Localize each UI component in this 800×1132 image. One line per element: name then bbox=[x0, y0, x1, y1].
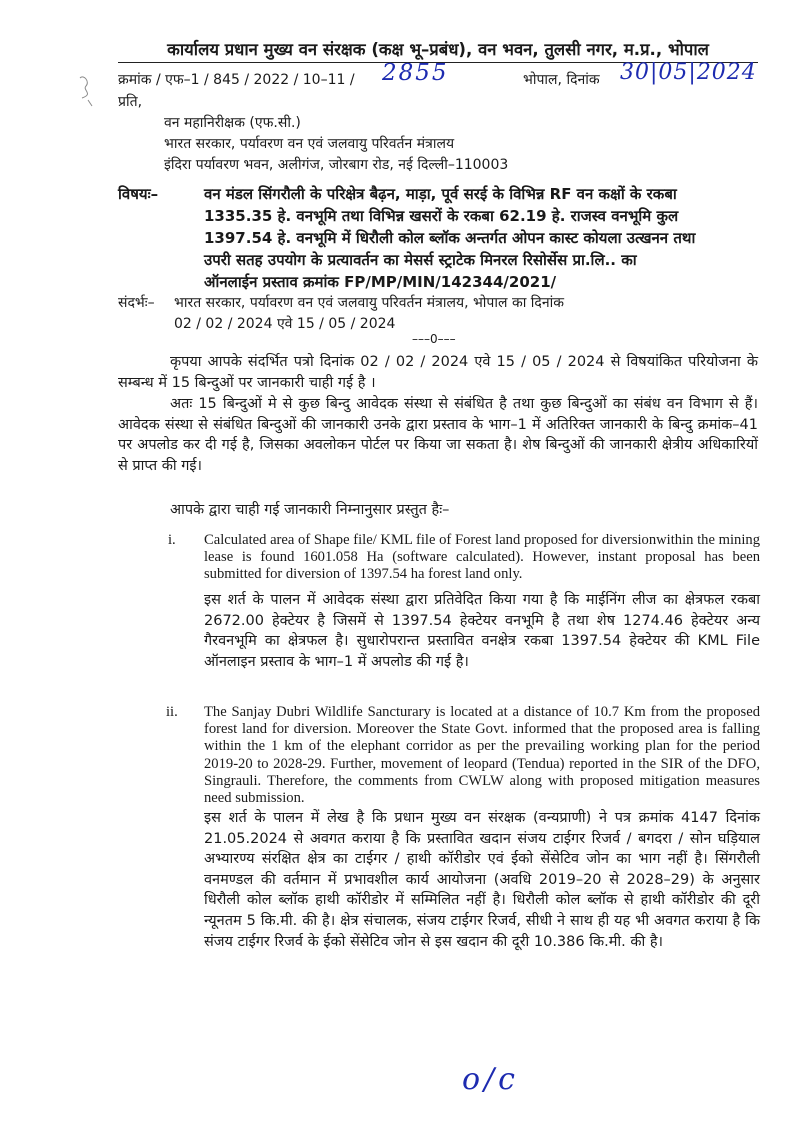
point-hindi-response: इस शर्त के पालन में आवेदक संस्था द्वारा प्रतिवेदित किया गया है कि माईनिंग लीज का क्षेत्रफल रकबा 2672.00 हेक्टेयर है जिसमें से 1397.54 हेक्टेयर वनभूमि है तथा शेष 1274.46 हेक्टेयर अन्य गैरवनभूमि का क्षेत्रफल है। सुधारोपरान्त प्रस्तावित वनक्षेत्र रकबा 1397.54 हेक्टेयर की KML File ऑनलाइन प्रस्ताव के भाग–1 में अपलोड की गई है। bbox=[204, 592, 760, 670]
office-header: कार्यालय प्रधान मुख्य वन संरक्षक (कक्ष भू–प्रबंध), वन भवन, तुलसी नगर, म.प्र., भोपाल bbox=[167, 40, 709, 59]
date-handwritten: 30|05|2024 bbox=[620, 60, 757, 85]
point-hindi-response: इस शर्त के पालन में लेख है कि प्रधान मुख्य वन संरक्षक (वन्यप्राणी) ने पत्र क्रमांक 4147 दिनांक 21.05.2024 से अवगत कराया है कि प्रस्तावित खदान संजय टाईगर रिजर्व / बगदरा / सोन घड़ियाल अभ्यारण्य संरक्षित क्षेत्र का टाईगर / हाथी कॉरीडोर एवं ईको सेंसेटिव जोन का भाग नहीं है। सिंगरौली वनमण्डल की वर्तमान में प्रभावशील कार्य आयोजना (अवधि 2019–20 से 2028–29) के अनुसार धिरौली कोल ब्लॉक हाथी कॉरीडोर में सम्मिलित नहीं है। धिरौली कोल ब्लॉक से हाथी कॉरीडोर की दूरी न्यूनतम 5 कि.मी. की है। क्षेत्र संचालक, संजय टाईगर रिजर्व, सीधी ने साथ ही यह भी अवगत कराया है कि संजय टाईगर रिजर्व के ईको सेंसेटिव जोन से इस खदान की दूरी 10.386 कि.मी. की है। bbox=[204, 810, 760, 950]
body-paragraph-2: अतः 15 बिन्दुओं मे से कुछ बिन्दु आवेदक संस्था से संबंधित है तथा कुछ बिन्दुओं का संबंध वन विभाग से हैं। आवेदक संस्था से संबंधित बिन्दुओं की जानकारी उनके द्वारा प्रस्ताव के भाग–1 में अतिरिक्त जानकारी के बिन्दु क्रमांक–41 पर अपलोड कर दी गई है, जिसका अवलोकन पोर्टल पर किया जा सकता है। शेष बिन्दुओं की जानकारी क्षेत्रीय अधिकारियों से प्राप्त की गई। bbox=[118, 396, 758, 474]
point-numeral: ii. bbox=[166, 704, 178, 720]
reference-number-label: क्रमांक / एफ–1 / 845 / 2022 / 10–11 / bbox=[118, 72, 355, 88]
references-dates: 02 / 02 / 2024 एवे 15 / 05 / 2024 bbox=[174, 316, 396, 332]
to-label: प्रति, bbox=[118, 94, 143, 110]
place-date-label: भोपाल, दिनांक bbox=[523, 72, 600, 88]
body-paragraph-3: आपके द्वारा चाही गई जानकारी निम्नानुसार प्रस्तुत हैः– bbox=[170, 502, 450, 518]
reference-number-handwritten: 2855 bbox=[382, 60, 449, 86]
handwritten-note: o/c bbox=[462, 1062, 519, 1097]
subject-line: 1335.35 हे. वनभूमि तथा विभिन्न खसरों के रकबा 62.19 हे. राजस्व वनभूमि कुल bbox=[204, 207, 679, 225]
point-english-text: Calculated area of Shape file/ KML file of Forest land proposed for diversionwithin the mining lease is found 1601.058 Ha (software calculated). However, instant proposal has been submitted for diversion of 1397.54 ha forest land only. bbox=[204, 532, 760, 583]
addressee-address: इंदिरा पर्यावरण भवन, अलीगंज, जोरबाग रोड, नई दिल्ली–110003 bbox=[164, 157, 509, 173]
subject-label: विषयः– bbox=[118, 185, 159, 203]
section-separator: –––0––– bbox=[412, 332, 456, 346]
subject-line: वन मंडल सिंगरौली के परिक्षेत्र बैढ़न, माड़ा, पूर्व सरई के विभिन्न RF वन कक्षों के रकबा bbox=[204, 185, 677, 203]
references-label: संदर्भः– bbox=[118, 295, 155, 311]
addressee-title: वन महानिरीक्षक (एफ.सी.) bbox=[164, 115, 301, 131]
addressee-ministry: भारत सरकार, पर्यावरण वन एवं जलवायु परिवर्तन मंत्रालय bbox=[164, 136, 455, 152]
subject-line: ऑनलाईन प्रस्ताव क्रमांक FP/MP/MIN/142344/2021/ bbox=[204, 273, 557, 291]
subject-line: 1397.54 हे. वनभूमि में धिरौली कोल ब्लॉक अन्तर्गत ओपन कास्ट कोयला उत्खनन तथा bbox=[204, 229, 696, 247]
subject-line: उपरी सतह उपयोग के प्रत्यावर्तन का मेसर्स स्ट्राटेक मिनरल रिसोर्सेस प्रा.लि.. का bbox=[204, 251, 637, 269]
margin-scribble-icon bbox=[74, 72, 104, 112]
references-line: भारत सरकार, पर्यावरण वन एवं जलवायु परिवर्तन मंत्रालय, भोपाल का दिनांक bbox=[174, 295, 564, 311]
point-english-text: The Sanjay Dubri Wildlife Sancturary is located at a distance of 10.7 Km from the proposed forest land for diversion. Moreover the State Govt. informed that the proposed area is falling within the 1 km of the elephant corridor as per the prevailing working plan for the period 2019-20 to 2028-29. Further, movement of leopard (Tendua) reported in the SIR of the DFO, Singrauli. Therefore, the comments from CWLW along with proposed mitigation measures need submission. bbox=[204, 704, 760, 807]
body-paragraph-1: कृपया आपके संदर्भित पत्रो दिनांक 02 / 02 / 2024 एवे 15 / 05 / 2024 से विषयांकित परियोजना के सम्बन्ध में 15 बिन्दुओं पर जानकारी चाही गई है । bbox=[118, 354, 758, 391]
point-numeral: i. bbox=[168, 532, 176, 548]
